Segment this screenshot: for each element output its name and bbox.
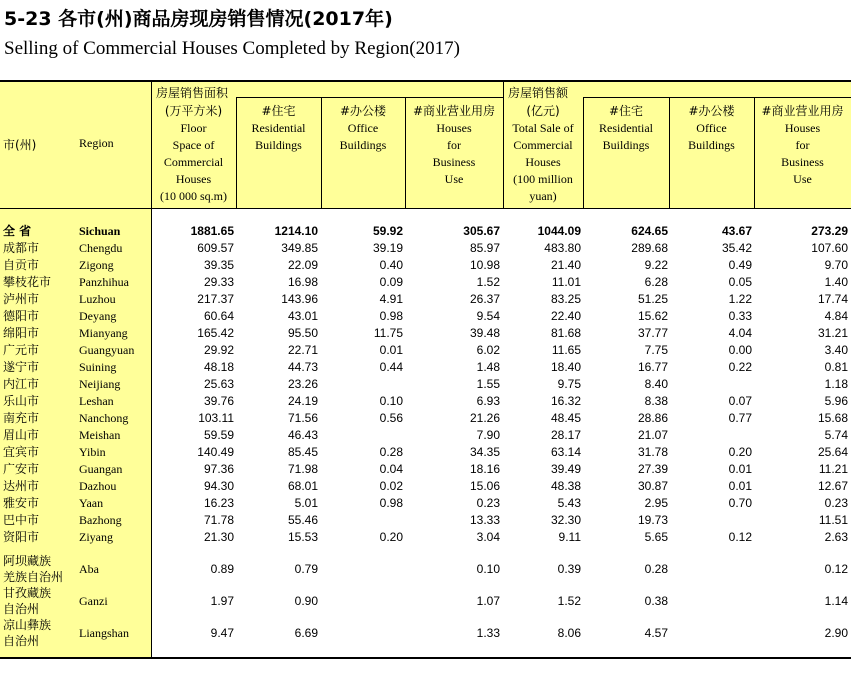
value-cell: 63.14 [550, 445, 581, 459]
value-cell: 5.01 [294, 496, 318, 510]
value-cell: 1.97 [210, 594, 234, 608]
value-cell: 15.68 [817, 411, 848, 425]
region-name-cn: 全 省 [3, 224, 32, 238]
table-row [0, 512, 851, 529]
region-name-en: Leshan [79, 394, 114, 408]
region-name-cn: 资阳市 [3, 530, 40, 544]
region-name-cn: 广元市 [3, 343, 40, 357]
region-name-en: Luzhou [79, 292, 116, 306]
value-cell: 0.81 [824, 360, 848, 374]
value-cell: 16.77 [637, 360, 668, 374]
value-cell: 11.21 [818, 462, 848, 476]
header-group-sale: 房屋销售额 [508, 86, 569, 100]
value-cell: 22.71 [287, 343, 318, 357]
header-line: Houses [175, 172, 212, 186]
value-cell: 0.98 [379, 309, 403, 323]
value-cell: 59.59 [203, 428, 234, 442]
value-cell: 15.06 [469, 479, 500, 493]
region-name-en: Neijiang [79, 377, 121, 391]
header-area-residential [236, 103, 321, 154]
value-cell: 107.60 [811, 241, 848, 255]
region-name-en: Meishan [79, 428, 121, 442]
value-cell: 29.92 [203, 343, 234, 357]
region-name-en: Mianyang [79, 326, 128, 340]
region-name-en: Guangan [79, 462, 123, 476]
value-cell: 5.43 [557, 496, 581, 510]
value-cell: 16.32 [550, 394, 581, 408]
value-cell: 68.01 [287, 479, 318, 493]
value-cell: 29.33 [203, 275, 234, 289]
table-row [0, 325, 851, 342]
value-cell: 34.35 [469, 445, 500, 459]
value-cell: 25.64 [817, 445, 848, 459]
value-cell: 43.67 [721, 224, 752, 238]
value-cell: 0.33 [728, 309, 752, 323]
region-name-cn-line: 凉山彝族 [3, 618, 52, 632]
value-cell: 165.42 [197, 326, 234, 340]
header-group-area: 房屋销售面积 [156, 86, 229, 100]
value-cell: 17.74 [817, 292, 848, 306]
value-cell: 0.39 [557, 562, 581, 576]
value-cell: 25.63 [203, 377, 234, 391]
value-cell: 624.65 [631, 224, 668, 238]
value-cell: 9.11 [558, 530, 581, 544]
value-cell: 81.68 [550, 326, 581, 340]
value-cell: 6.69 [294, 626, 318, 640]
region-name-cn [3, 553, 63, 585]
region-name-cn: 绵阳市 [3, 326, 40, 340]
header-line: (万平方米) [164, 104, 223, 118]
region-name-cn [3, 617, 51, 649]
value-cell: 85.97 [469, 241, 500, 255]
value-cell: 5.74 [824, 428, 848, 442]
region-name-en: Zigong [79, 258, 114, 272]
value-cell: 0.77 [728, 411, 752, 425]
header-line: Buildings [255, 138, 302, 152]
region-name-en: Yibin [79, 445, 106, 459]
value-cell: 0.01 [728, 479, 752, 493]
value-cell: 21.07 [637, 428, 668, 442]
header-line: Office [347, 121, 379, 135]
table-bottom-rule [0, 657, 851, 659]
header-city: 市(州) [3, 138, 37, 152]
value-cell: 11.51 [818, 513, 848, 527]
value-cell: 85.45 [287, 445, 318, 459]
value-cell: 609.57 [197, 241, 234, 255]
value-cell: 10.98 [469, 258, 500, 272]
table-row [0, 427, 851, 444]
region-name-en: Aba [79, 562, 99, 576]
value-cell: 4.84 [824, 309, 848, 323]
region-name-en: Ganzi [79, 594, 108, 608]
header-line: Houses [525, 155, 561, 169]
region-name-en: Suining [79, 360, 117, 374]
header-line: Space of [172, 138, 215, 152]
value-cell: 6.93 [476, 394, 500, 408]
header-line: #住宅 [608, 104, 644, 118]
value-cell: 31.78 [637, 445, 668, 459]
value-cell: 483.80 [544, 241, 581, 255]
value-cell: 71.78 [203, 513, 234, 527]
value-cell: 3.04 [476, 530, 500, 544]
value-cell: 0.28 [644, 562, 668, 576]
header-line: Buildings [339, 138, 387, 152]
header-line: #办公楼 [339, 104, 387, 118]
value-cell: 0.04 [379, 462, 403, 476]
header-region: Region [79, 136, 114, 150]
value-cell: 71.98 [287, 462, 318, 476]
region-name-en: Nanchong [79, 411, 129, 425]
region-name-en: Ziyang [79, 530, 113, 544]
header-sale-office [669, 103, 754, 154]
value-cell: 1.07 [476, 594, 500, 608]
value-cell: 0.12 [824, 562, 848, 576]
value-cell: 1044.09 [537, 224, 581, 238]
value-cell: 31.21 [817, 326, 848, 340]
value-cell: 39.49 [550, 462, 581, 476]
value-cell: 46.43 [287, 428, 318, 442]
value-cell: 140.49 [197, 445, 234, 459]
header-line: yuan) [529, 189, 557, 203]
value-cell: 1.22 [728, 292, 752, 306]
value-cell: 8.38 [644, 394, 668, 408]
region-name-cn-line: 自治州 [3, 634, 40, 648]
value-cell: 5.96 [824, 394, 848, 408]
value-cell: 27.39 [637, 462, 668, 476]
value-cell: 9.70 [824, 258, 848, 272]
value-cell: 6.02 [476, 343, 500, 357]
value-cell: 59.92 [372, 224, 403, 238]
region-name-cn [3, 585, 51, 617]
header-line: Buildings [602, 138, 650, 152]
table-row [0, 495, 851, 512]
value-cell: 55.46 [287, 513, 318, 527]
region-name-cn: 眉山市 [3, 428, 40, 442]
value-cell: 1.14 [824, 594, 848, 608]
header-line: #住宅 [261, 104, 296, 118]
header-line: (亿元) [526, 104, 560, 118]
table-row [0, 478, 851, 495]
value-cell: 0.44 [379, 360, 403, 374]
value-cell: 0.23 [824, 496, 848, 510]
table-row [0, 240, 851, 257]
table-row [0, 359, 851, 376]
value-cell: 1.33 [476, 626, 500, 640]
table-top-rule [0, 80, 851, 82]
header-line: Use [444, 172, 464, 186]
region-name-cn-line: 阿坝藏族 [3, 554, 52, 568]
region-name-en: Yaan [79, 496, 104, 510]
value-cell: 0.90 [294, 594, 318, 608]
value-cell: 4.04 [728, 326, 752, 340]
table-row [0, 376, 851, 393]
value-cell: 0.01 [728, 462, 752, 476]
region-name-cn-line: 羌族自治州 [3, 570, 64, 584]
value-cell: 217.37 [197, 292, 234, 306]
value-cell: 6.28 [644, 275, 668, 289]
value-cell: 12.67 [817, 479, 848, 493]
value-cell: 21.40 [550, 258, 581, 272]
header-area-office [321, 103, 405, 154]
table-row [0, 529, 851, 546]
value-cell: 26.37 [469, 292, 500, 306]
value-cell: 1881.65 [190, 224, 234, 238]
value-cell: 48.18 [203, 360, 234, 374]
value-cell: 4.91 [379, 292, 403, 306]
value-cell: 95.50 [287, 326, 318, 340]
value-cell: 0.07 [728, 394, 752, 408]
header-area-total [151, 103, 236, 205]
value-cell: 7.75 [644, 343, 668, 357]
region-name-cn: 德阳市 [3, 309, 40, 323]
header-line: Residential [251, 121, 306, 135]
value-cell: 7.90 [476, 428, 500, 442]
value-cell: 37.77 [637, 326, 668, 340]
value-cell: 0.12 [728, 530, 752, 544]
value-cell: 11.75 [373, 326, 403, 340]
header-line: Office [696, 121, 727, 135]
region-name-cn-line: 甘孜藏族 [3, 586, 52, 600]
region-name-cn: 成都市 [3, 241, 40, 255]
header-line: Residential [599, 121, 653, 135]
header-line: Use [793, 172, 812, 186]
value-cell: 28.86 [637, 411, 668, 425]
value-cell: 22.09 [287, 258, 318, 272]
table-row [0, 308, 851, 325]
region-name-en: Bazhong [79, 513, 122, 527]
value-cell: 0.10 [476, 562, 500, 576]
page-title-cn: 5-23 各市(州)商品房现房销售情况(2017年) [4, 8, 393, 30]
table-row [0, 617, 851, 649]
region-name-cn: 南充市 [3, 411, 40, 425]
header-line: (10 000 sq.m) [160, 189, 227, 203]
value-cell: 44.73 [287, 360, 318, 374]
header-line: Houses [436, 121, 472, 135]
value-cell: 28.17 [550, 428, 581, 442]
value-cell: 1.40 [824, 275, 848, 289]
page-title-en: Selling of Commercial Houses Completed by Region(2017) [4, 38, 460, 59]
value-cell: 0.09 [379, 275, 403, 289]
region-name-cn: 达州市 [3, 479, 40, 493]
value-cell: 9.47 [210, 626, 234, 640]
table-row [0, 274, 851, 291]
value-cell: 349.85 [281, 241, 318, 255]
value-cell: 35.42 [721, 241, 752, 255]
value-cell: 273.29 [811, 224, 848, 238]
value-cell: 2.95 [644, 496, 668, 510]
value-cell: 4.57 [644, 626, 668, 640]
value-cell: 60.64 [203, 309, 234, 323]
value-cell: 1.52 [557, 594, 581, 608]
value-cell: 32.30 [550, 513, 581, 527]
header-sale-total [503, 103, 583, 205]
table-row [0, 461, 851, 478]
region-name-cn: 宜宾市 [3, 445, 40, 459]
value-cell: 0.49 [728, 258, 752, 272]
value-cell: 0.23 [476, 496, 500, 510]
subheader-rule [236, 97, 503, 98]
region-name-en: Panzhihua [79, 275, 129, 289]
value-cell: 39.19 [372, 241, 403, 255]
header-line: for [447, 138, 461, 152]
header-line: Business [781, 155, 824, 169]
header-line: Commercial [163, 155, 224, 169]
header-line: (100 million [513, 172, 573, 186]
value-cell: 16.23 [203, 496, 234, 510]
header-sale-residential [583, 103, 669, 154]
region-name-en: Chengdu [79, 241, 123, 255]
value-cell: 3.40 [824, 343, 848, 357]
value-cell: 94.30 [203, 479, 234, 493]
header-line: #办公楼 [688, 104, 735, 118]
header-sale-business [754, 103, 851, 188]
region-name-en: Dazhou [79, 479, 117, 493]
region-name-en: Deyang [79, 309, 117, 323]
region-name-cn: 攀枝花市 [3, 275, 52, 289]
value-cell: 51.25 [637, 292, 668, 306]
value-cell: 143.96 [281, 292, 318, 306]
region-name-cn: 乐山市 [3, 394, 40, 408]
region-name-cn: 遂宁市 [3, 360, 40, 374]
value-cell: 24.19 [287, 394, 318, 408]
table-row [0, 585, 851, 617]
value-cell: 305.67 [463, 224, 500, 238]
value-cell: 9.75 [557, 377, 581, 391]
value-cell: 8.06 [557, 626, 581, 640]
table-row [0, 393, 851, 410]
region-name-en: Guangyuan [79, 343, 135, 357]
table-row [0, 553, 851, 585]
value-cell: 23.26 [287, 377, 318, 391]
value-cell: 13.33 [469, 513, 500, 527]
header-line: Total Sale of [512, 121, 574, 135]
value-cell: 18.40 [550, 360, 581, 374]
value-cell: 39.48 [469, 326, 500, 340]
value-cell: 15.53 [287, 530, 318, 544]
value-cell: 9.22 [644, 258, 668, 272]
header-line: Floor [180, 121, 207, 135]
value-cell: 103.11 [198, 411, 234, 425]
value-cell: 0.40 [379, 258, 403, 272]
value-cell: 0.02 [379, 479, 403, 493]
region-name-cn: 自贡市 [3, 258, 40, 272]
header-line: #商业营业用房 [412, 104, 496, 118]
table-row [0, 223, 851, 240]
header-line: for [795, 138, 810, 152]
table-row [0, 410, 851, 427]
value-cell: 15.62 [637, 309, 668, 323]
value-cell: 43.01 [287, 309, 318, 323]
value-cell: 0.70 [728, 496, 752, 510]
value-cell: 1214.10 [274, 224, 318, 238]
value-cell: 83.25 [550, 292, 581, 306]
value-cell: 0.10 [379, 394, 403, 408]
table-row [0, 257, 851, 274]
value-cell: 0.98 [379, 496, 403, 510]
value-cell: 0.22 [728, 360, 752, 374]
subheader-rule [583, 97, 851, 98]
value-cell: 1.55 [476, 377, 500, 391]
region-name-cn: 广安市 [3, 462, 40, 476]
table-row [0, 444, 851, 461]
header-line: #商业营业用房 [761, 104, 844, 118]
value-cell: 0.20 [379, 530, 403, 544]
table-row [0, 342, 851, 359]
value-cell: 21.30 [203, 530, 234, 544]
value-cell: 2.63 [824, 530, 848, 544]
value-cell: 1.18 [824, 377, 848, 391]
value-cell: 19.73 [637, 513, 668, 527]
value-cell: 0.38 [644, 594, 668, 608]
value-cell: 48.45 [550, 411, 581, 425]
value-cell: 30.87 [637, 479, 668, 493]
value-cell: 39.76 [203, 394, 234, 408]
value-cell: 22.40 [550, 309, 581, 323]
value-cell: 0.28 [379, 445, 403, 459]
value-cell: 1.52 [476, 275, 500, 289]
table-row [0, 291, 851, 308]
region-name-en: Sichuan [79, 224, 121, 238]
value-cell: 71.56 [287, 411, 318, 425]
value-cell: 97.36 [203, 462, 234, 476]
region-name-en: Liangshan [79, 626, 129, 640]
value-cell: 289.68 [631, 241, 668, 255]
header-area-business [405, 103, 503, 188]
region-name-cn: 巴中市 [3, 513, 40, 527]
value-cell: 1.48 [476, 360, 500, 374]
region-name-cn: 雅安市 [3, 496, 40, 510]
value-cell: 8.40 [644, 377, 668, 391]
value-cell: 48.38 [550, 479, 581, 493]
value-cell: 0.56 [379, 411, 403, 425]
value-cell: 11.65 [551, 343, 581, 357]
value-cell: 0.89 [210, 562, 234, 576]
region-name-cn: 内江市 [3, 377, 40, 391]
value-cell: 18.16 [469, 462, 500, 476]
header-line: Buildings [688, 138, 735, 152]
value-cell: 11.01 [551, 275, 581, 289]
value-cell: 0.20 [728, 445, 752, 459]
value-cell: 0.05 [728, 275, 752, 289]
value-cell: 2.90 [824, 626, 848, 640]
value-cell: 0.79 [294, 562, 318, 576]
value-cell: 0.01 [379, 343, 403, 357]
value-cell: 5.65 [644, 530, 668, 544]
header-line: Business [432, 155, 476, 169]
region-name-cn: 泸州市 [3, 292, 40, 306]
region-name-cn-line: 自治州 [3, 602, 40, 616]
header-bottom-rule [0, 208, 851, 209]
value-cell: 21.26 [469, 411, 500, 425]
value-cell: 9.54 [476, 309, 500, 323]
header-line: Commercial [513, 138, 573, 152]
header-line: Houses [784, 121, 821, 135]
value-cell: 0.00 [728, 343, 752, 357]
value-cell: 39.35 [203, 258, 234, 272]
value-cell: 16.98 [287, 275, 318, 289]
